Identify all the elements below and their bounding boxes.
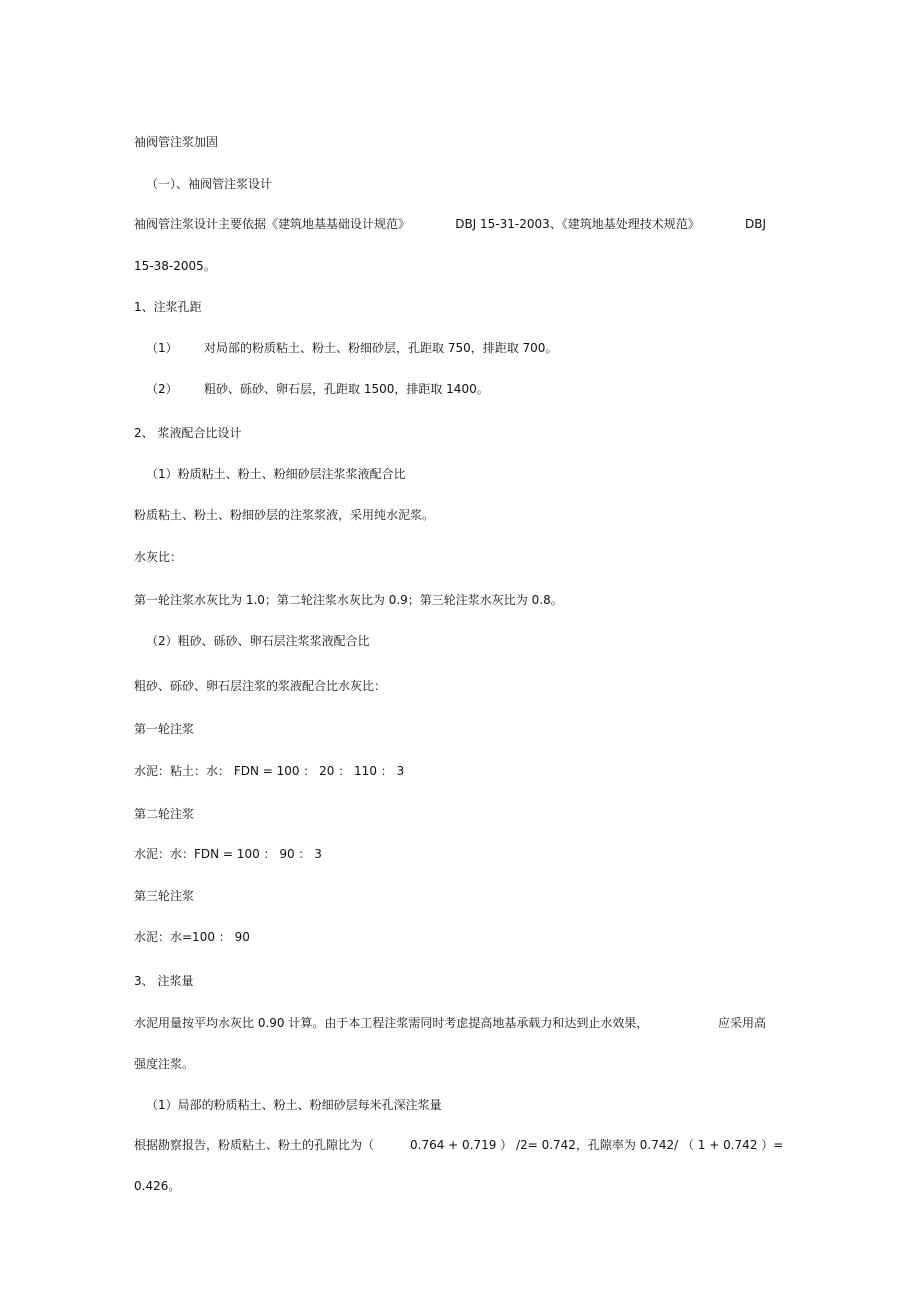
subheading: （2）粗砂、砾砂、卵石层注浆浆液配合比: [146, 634, 370, 648]
paragraph-continuation: 强度注浆。: [134, 1057, 195, 1071]
round-label: 第二轮注浆: [134, 807, 195, 821]
paragraph-cement: [134, 1015, 766, 1031]
heading-grout-volume: 3、 注浆量: [134, 974, 194, 988]
heading-mix-design: 2、 浆液配合比设计: [134, 426, 242, 440]
paragraph-text: 水灰比：: [134, 550, 183, 564]
paragraph-continuation: 15-38-2005。: [134, 259, 216, 273]
paragraph-text: DBJ 15-31-2003、《建筑地基处理技术规范》: [455, 217, 700, 231]
paragraph-text: 水泥用量按平均水灰比 0.90 计算。由于本工程注浆需同时考虑提高地基承载力和达到止水效果，: [134, 1016, 649, 1030]
subheading: （1）局部的粉质粘土、粉土、粉细砂层每米孔深注浆量: [146, 1098, 442, 1112]
paragraph-text: 应采用高: [717, 1016, 766, 1030]
list-number: （2）: [146, 382, 178, 396]
paragraph-text: 根据勘察报告，粉质粘土、粉土的孔隙比为（: [134, 1138, 375, 1152]
subheading: （1）粉质粘土、粉土、粉细砂层注浆浆液配合比: [146, 467, 406, 481]
list-text: 对局部的粉质粘土、粉土、粉细砂层，孔距取 750，排距取 700。: [204, 341, 558, 355]
paragraph-text: 袖阀管注浆设计主要依据《建筑地基基础设计规范》: [134, 217, 411, 231]
list-item: [146, 381, 489, 397]
heading-hole-spacing: 1、注浆孔距: [134, 300, 202, 314]
ratio-text: 水泥：粘土：水： FDN = 100 ： 20 ： 110 ： 3: [134, 764, 405, 778]
round-label: 第一轮注浆: [134, 722, 195, 736]
paragraph-text: 粗砂、砾砂、卵石层注浆的浆液配合比水灰比：: [134, 679, 387, 693]
paragraph-text: 0.764 + 0.719 ） /2= 0.742，孔隙率为 0.742/ （ 1 + 0.742 ）=: [410, 1138, 784, 1152]
list-number: （1）: [146, 341, 178, 355]
paragraph-standards: [134, 216, 766, 232]
ratio-text: 水泥：水：FDN = 100 ： 90 ： 3: [134, 847, 322, 861]
list-item: [146, 340, 557, 356]
round-label: 第三轮注浆: [134, 889, 195, 903]
list-text: 粗砂、砾砂、卵石层，孔距取 1500，排距取 1400。: [204, 382, 489, 396]
paragraph-text: 第一轮注浆水灰比为 1.0；第二轮注浆水灰比为 0.9；第三轮注浆水灰比为 0.8。: [134, 593, 563, 607]
section-heading: （一）、袖阀管注浆设计: [146, 177, 273, 191]
paragraph-text: 粉质粘土、粉土、粉细砂层的注浆浆液，采用纯水泥浆。: [134, 508, 435, 522]
paragraph-porosity: [134, 1137, 784, 1153]
paragraph-continuation: 0.426。: [134, 1179, 181, 1193]
ratio-text: 水泥：水=100 ： 90: [134, 930, 250, 944]
paragraph-text: DBJ: [744, 217, 766, 231]
doc-title: 袖阀管注浆加固: [134, 135, 219, 149]
